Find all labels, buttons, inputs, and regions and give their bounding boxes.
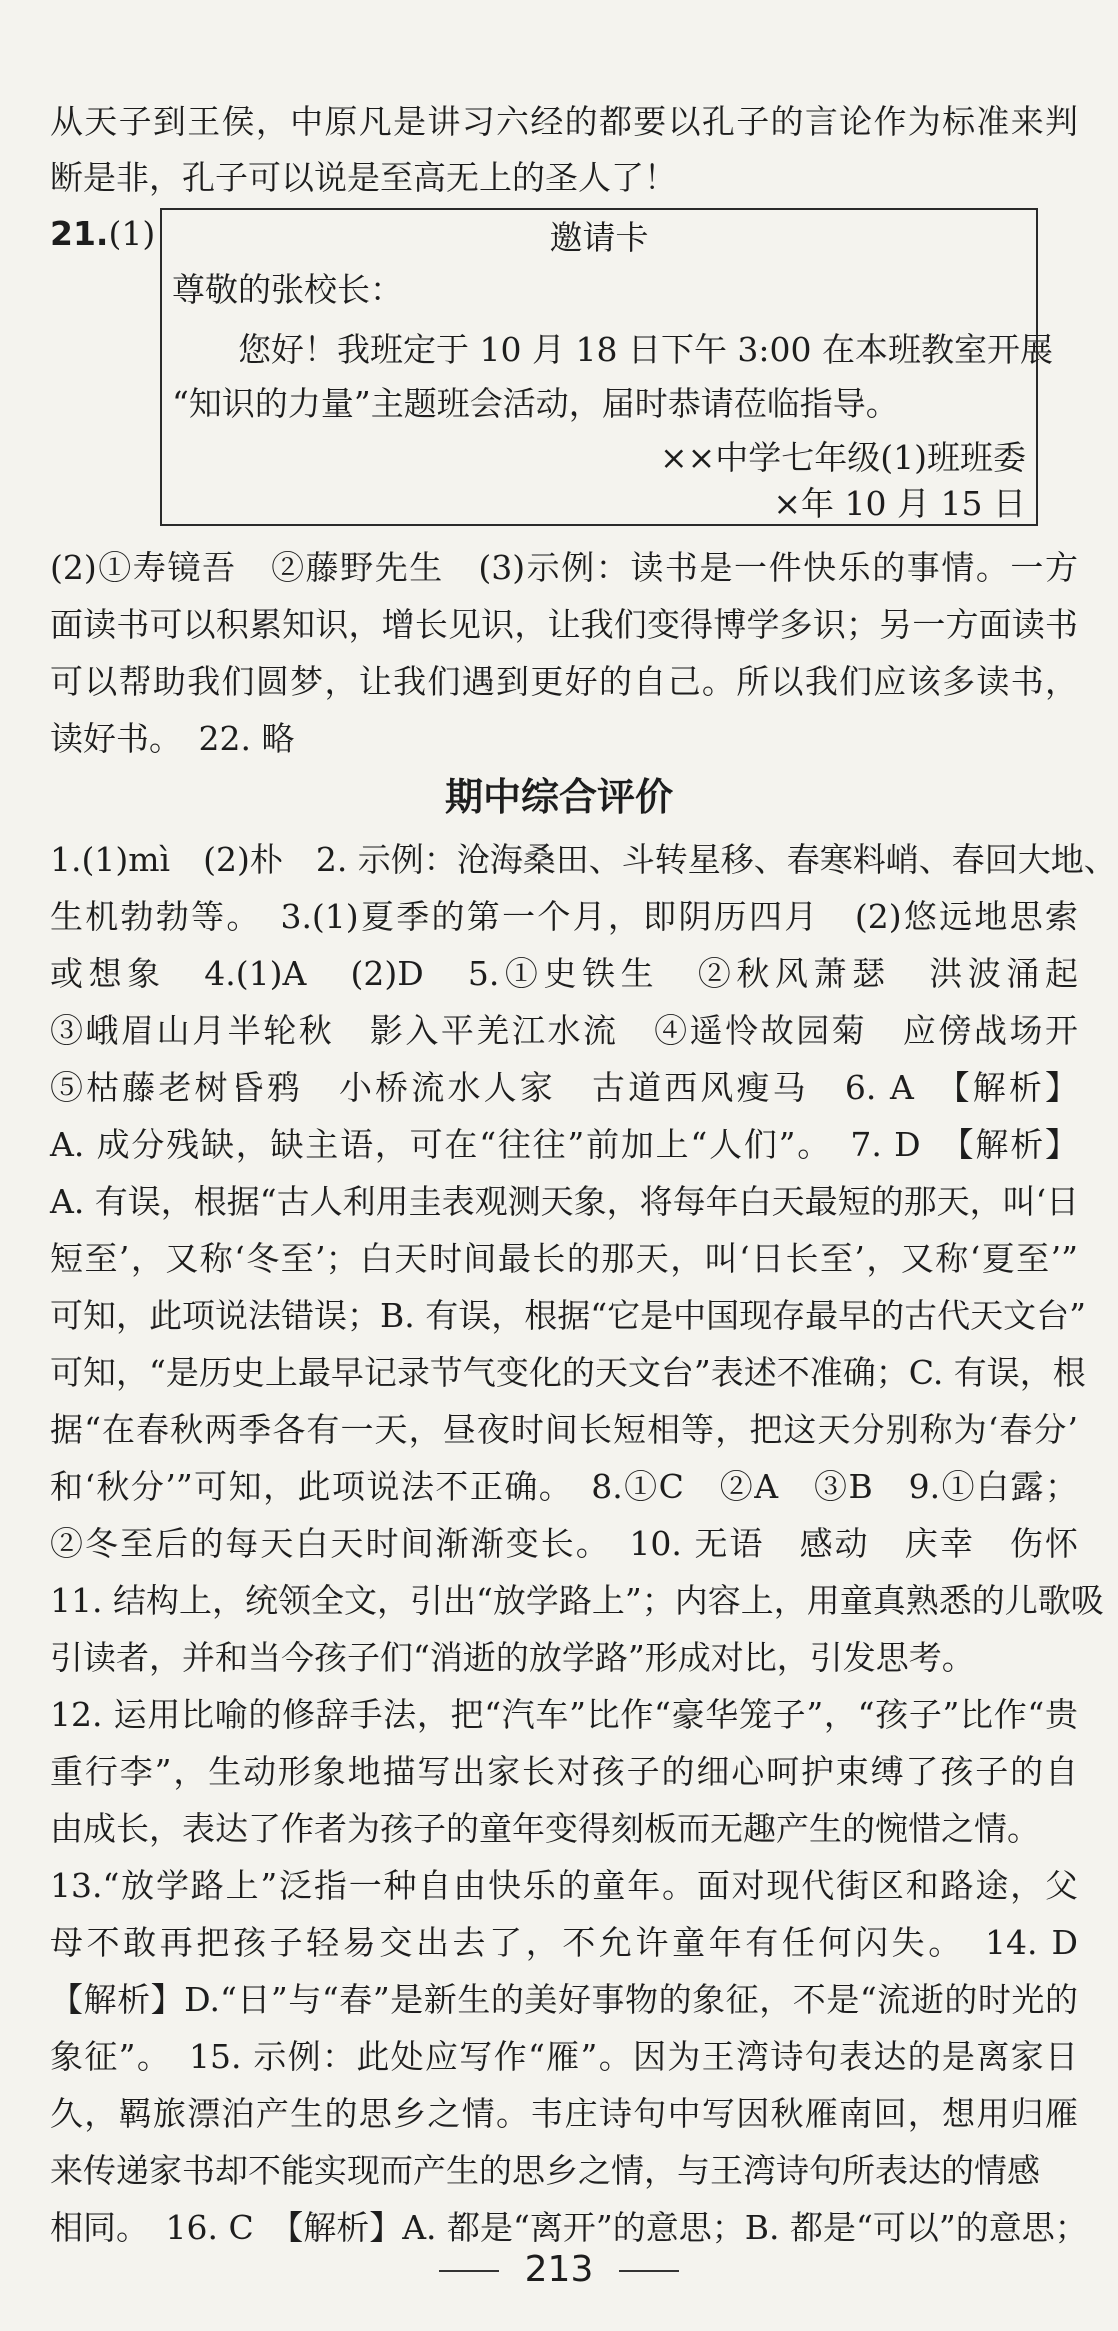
text-line: 断是非，孔子可以说是至高无上的圣人了！ bbox=[50, 158, 677, 197]
text-line: (2)①寿镜吾 ②藤野先生 (3)示例：读书是一件快乐的事情。一方 bbox=[50, 548, 1078, 587]
footer-dash bbox=[439, 2270, 499, 2272]
answer-line: 生机勃勃等。 3.(1)夏季的第一个月，即阴历四月 (2)悠远地思索 bbox=[50, 897, 1078, 936]
sub-question-label: (1) bbox=[108, 214, 156, 253]
answer-line: 来传递家书却不能实现而产生的思乡之情，与王湾诗句所表达的情感 bbox=[50, 2151, 1040, 2190]
card-date: ×年 10 月 15 日 bbox=[773, 484, 1026, 523]
invitation-card bbox=[160, 208, 1054, 526]
answer-line: 1.(1)mì (2)朴 2. 示例：沧海桑田、斗转星移、春寒料峭、春回大地、 bbox=[50, 840, 1117, 879]
answer-line: 据“在春秋两季各有一天，昼夜时间长短相等，把这天分别称为‘春分’ bbox=[50, 1410, 1078, 1449]
answer-line: 和‘秋分’”可知，此项说法不正确。 8.①C ②A ③B 9.①白露； bbox=[50, 1467, 1078, 1506]
answer-line: 可知，此项说法错误；B. 有误，根据“它是中国现存最早的古代天文台” bbox=[50, 1296, 1086, 1335]
answer-line: 久，羁旅漂泊产生的思乡之情。韦庄诗句中写因秋雁南回，想用归雁 bbox=[50, 2094, 1078, 2133]
answer-line: 由成长，表达了作者为孩子的童年变得刻板而无趣产生的惋惜之情。 bbox=[50, 1809, 1040, 1848]
answer-line: 重行李”，生动形象地描写出家长对孩子的细心呵护束缚了孩子的自 bbox=[50, 1752, 1078, 1791]
text-line: 从天子到王侯，中原凡是讲习六经的都要以孔子的言论作为标准来判 bbox=[50, 102, 1078, 141]
answer-line: 母不敢再把孩子轻易交出去了，不允许童年有任何闪失。 14. D bbox=[50, 1923, 1078, 1962]
answer-line: 短至’，又称‘冬至’；白天时间最长的那天，叫‘日长至’，又称‘夏至’” bbox=[50, 1239, 1078, 1278]
answer-line: 可知，“是历史上最早记录节气变化的天文台”表述不准确；C. 有误，根 bbox=[50, 1353, 1086, 1392]
answer-line: A. 成分残缺，缺主语，可在“往往”前加上“人们”。 7. D 【解析】 bbox=[50, 1125, 1078, 1164]
card-body: “知识的力量”主题班会活动，届时恭请莅临指导。 bbox=[172, 384, 899, 423]
text-line: 读好书。 22. 略 bbox=[50, 719, 295, 758]
answer-line: ⑤枯藤老树昏鸦 小桥流水人家 古道西风瘦马 6. A 【解析】 bbox=[50, 1068, 1078, 1107]
page-number: 213 bbox=[524, 2249, 594, 2290]
answer-line: 12. 运用比喻的修辞手法，把“汽车”比作“豪华笼子”，“孩子”比作“贵 bbox=[50, 1695, 1078, 1734]
card-signature: ××中学七年级(1)班班委 bbox=[659, 438, 1026, 477]
answer-line: 象征”。 15. 示例：此处应写作“雁”。因为王湾诗句表达的是离家日 bbox=[50, 2037, 1078, 2076]
section-title: 期中综合评价 bbox=[444, 775, 673, 819]
card-body: 您好！我班定于 10 月 18 日下午 3:00 在本班教室开展 bbox=[238, 330, 1054, 369]
answer-line: 引读者，并和当今孩子们“消逝的放学路”形成对比，引发思考。 bbox=[50, 1638, 975, 1677]
question-number: 21. bbox=[50, 214, 109, 253]
answer-line: A. 有误，根据“古人利用圭表观测天象，将每年白天最短的那天，叫‘日 bbox=[50, 1182, 1080, 1221]
card-greeting: 尊敬的张校长： bbox=[172, 270, 403, 309]
footer-dash bbox=[619, 2270, 679, 2272]
question-21-label bbox=[50, 212, 155, 256]
answer-line: ③峨眉山月半轮秋 影入平羌江水流 ④遥怜故园菊 应傍战场开 bbox=[50, 1011, 1078, 1050]
answer-line: 【解析】D.“日”与“春”是新生的美好事物的象征，不是“流逝的时光的 bbox=[50, 1980, 1078, 2019]
answer-line: 或想象 4.(1)A (2)D 5.①史铁生 ②秋风萧瑟 洪波涌起 bbox=[50, 954, 1078, 993]
text-line: 面读书可以积累知识，增长见识，让我们变得博学多识；另一方面读书 bbox=[50, 605, 1078, 644]
answer-line: 相同。 16. C 【解析】A. 都是“离开”的意思；B. 都是“可以”的意思； bbox=[50, 2208, 1088, 2247]
answer-line: ②冬至后的每天白天时间渐渐变长。 10. 无语 感动 庆幸 伤怀 bbox=[50, 1524, 1078, 1563]
text-line: 可以帮助我们圆梦，让我们遇到更好的自己。所以我们应该多读书， bbox=[50, 662, 1078, 701]
card-title: 邀请卡 bbox=[549, 218, 649, 257]
answer-line: 13.“放学路上”泛指一种自由快乐的童年。面对现代街区和路途，父 bbox=[50, 1866, 1078, 1905]
page-footer bbox=[0, 2248, 1118, 2292]
answer-line: 11. 结构上，统领全文，引出“放学路上”；内容上，用童真熟悉的儿歌吸 bbox=[50, 1581, 1104, 1620]
